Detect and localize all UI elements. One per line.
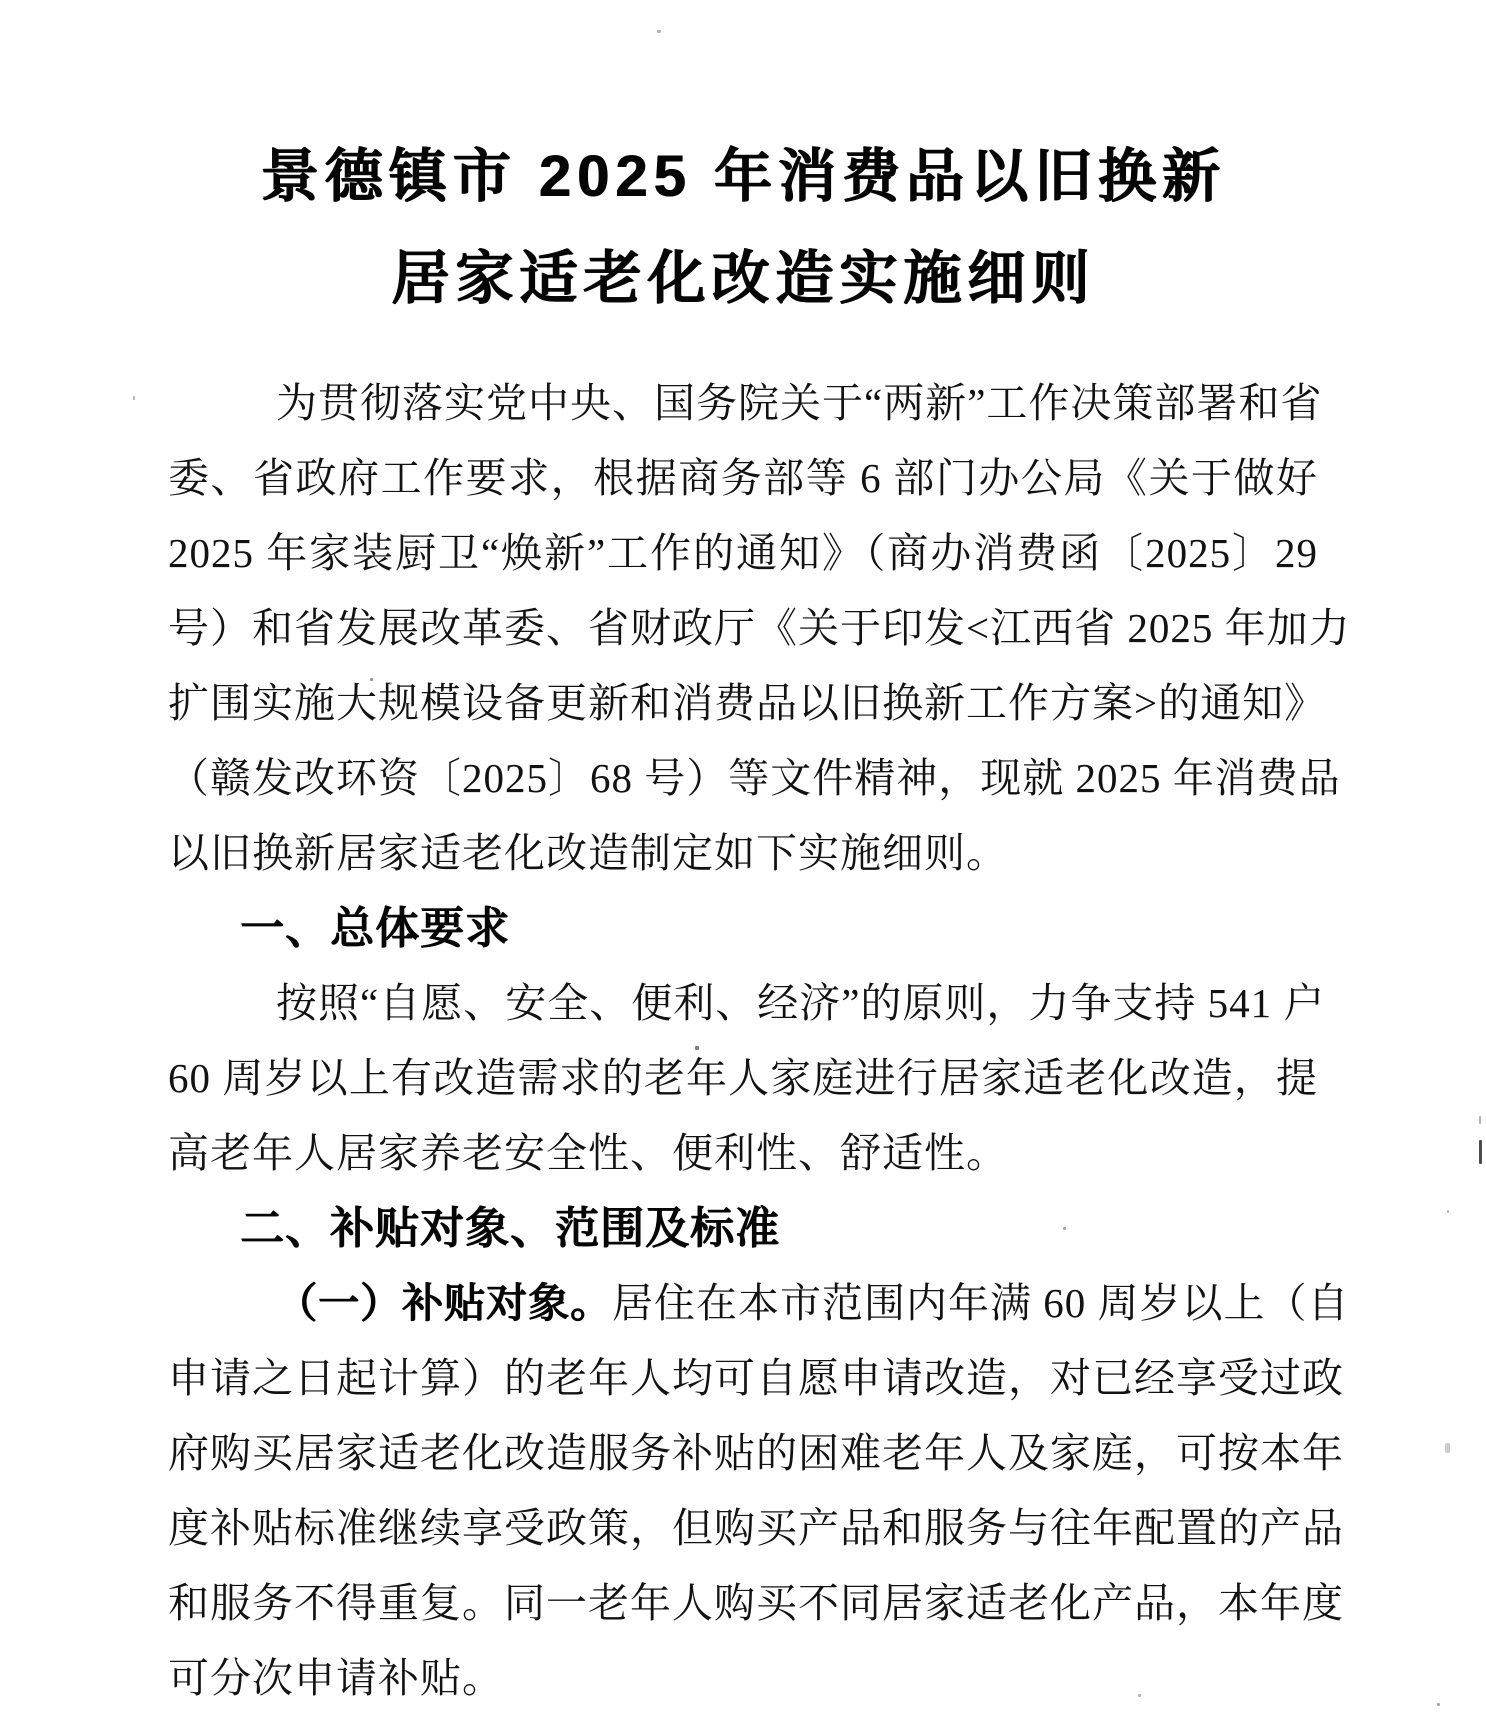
document-text bbox=[168, 366, 1351, 1716]
paragraph-line: 可分次申请补贴。 bbox=[168, 1655, 504, 1701]
section-heading-2: 二、补贴对象、范围及标准 bbox=[240, 1204, 780, 1253]
paragraph-line: 申请之日起计算）的老年人均可自愿申请改造，对已经享受过政 bbox=[168, 1355, 1344, 1401]
subsection-label: （一）补贴对象。 bbox=[276, 1280, 612, 1326]
scan-artifact bbox=[133, 396, 135, 400]
paragraph-line: 号）和省发展改革委、省财政厅《关于印发<江西省 2025 年加力 bbox=[168, 605, 1351, 651]
paragraph-line: 和服务不得重复。同一老年人购买不同居家适老化产品，本年度 bbox=[168, 1580, 1344, 1626]
scan-artifact bbox=[695, 1046, 699, 1050]
title-line-2: 居家适老化改造实施细则 bbox=[390, 246, 1095, 311]
scan-artifact bbox=[263, 196, 266, 199]
scan-artifact bbox=[1138, 1694, 1141, 1697]
paragraph-line: 为贯彻落实党中央、国务院关于“两新”工作决策部署和省 bbox=[276, 380, 1323, 426]
paragraph-line: 以旧换新居家适老化改造制定如下实施细则。 bbox=[168, 830, 1008, 876]
document-body bbox=[168, 0, 1351, 1716]
paragraph-line: 扩围实施大规模设备更新和消费品以旧换新工作方案>的通知》 bbox=[168, 680, 1327, 726]
paragraph-line-text: 居住在本市范围内年满 60 周岁以上（自 bbox=[612, 1280, 1350, 1326]
paragraph-line: 度补贴标准继续享受政策，但购买产品和服务与往年配置的产品 bbox=[168, 1505, 1344, 1551]
scan-artifact bbox=[1063, 1227, 1066, 1230]
title-line-1: 景德镇市 2025 年消费品以旧换新 bbox=[260, 144, 1226, 209]
scan-artifact bbox=[1437, 1703, 1440, 1706]
scan-artifact bbox=[370, 678, 373, 681]
paragraph-line: 60 周岁以上有改造需求的老年人家庭进行居家适老化改造，提 bbox=[168, 1055, 1318, 1101]
scan-artifact bbox=[657, 30, 661, 33]
paragraph-line bbox=[168, 1266, 1350, 1341]
scan-artifact bbox=[389, 682, 392, 685]
paragraph-line: 2025 年家装厨卫“焕新”工作的通知》（商办消费函〔2025〕29 bbox=[168, 530, 1318, 576]
paragraph-line: 高老年人居家养老安全性、便利性、舒适性。 bbox=[168, 1130, 1008, 1176]
document-title bbox=[168, 126, 1318, 330]
scan-artifact bbox=[1445, 1443, 1450, 1453]
paragraph-line: 府购买居家适老化改造服务补贴的困难老年人及家庭，可按本年 bbox=[168, 1430, 1344, 1476]
scan-artifact bbox=[1479, 1116, 1481, 1124]
paragraph-line: 按照“自愿、安全、便利、经济”的原则，力争支持 541 户 bbox=[276, 980, 1326, 1026]
paragraph-line: （赣发改环资〔2025〕68 号）等文件精神，现就 2025 年消费品 bbox=[168, 755, 1341, 801]
paragraph-line: 委、省政府工作要求，根据商务部等 6 部门办公局《关于做好 bbox=[168, 455, 1318, 501]
scan-artifact bbox=[1447, 1210, 1449, 1213]
section-heading-1: 一、总体要求 bbox=[240, 904, 510, 953]
scan-artifact bbox=[1479, 1140, 1482, 1164]
